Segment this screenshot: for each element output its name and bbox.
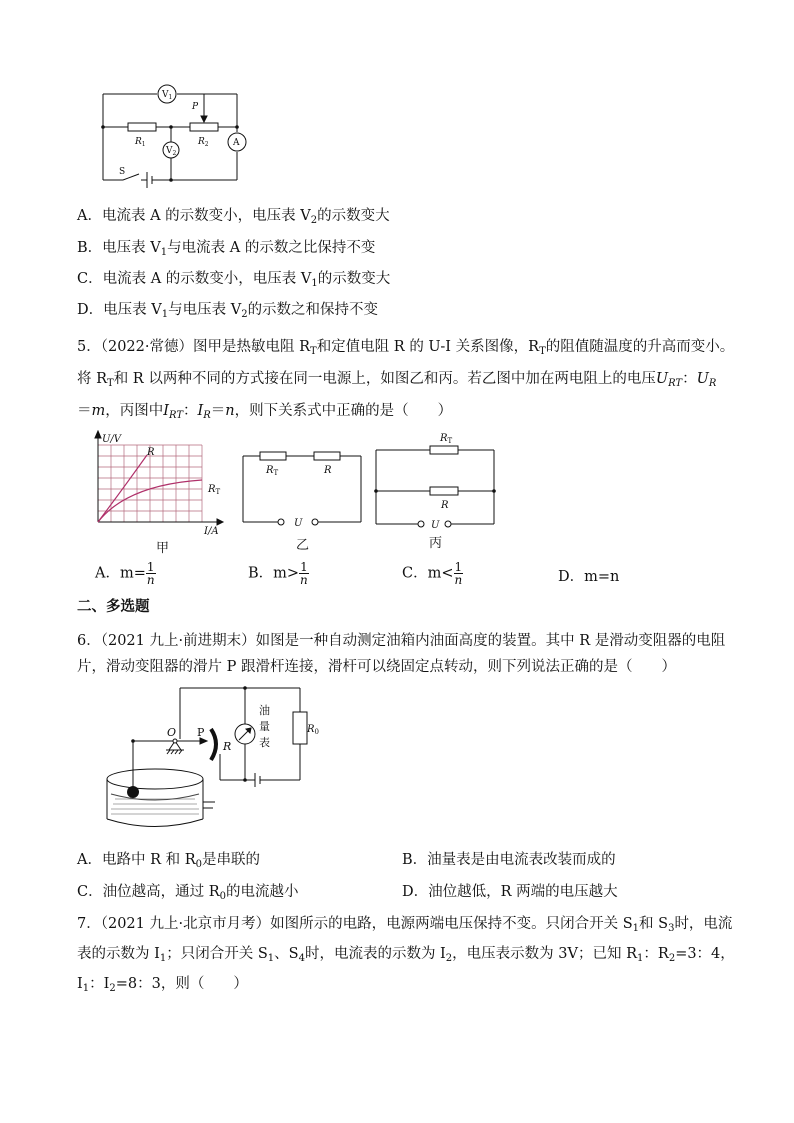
q5-stem-line2: 将 $R_T$和 R 以两种不同的方式接在同一电源上，如图乙和丙。若乙图中加在两电阻上的电压$U_{RT}$：$U_R$ xyxy=(77,371,717,389)
q4-option-b[interactable]: B．电压表 $V_1$与电流表 A 的示数之比保持不变 xyxy=(77,240,376,258)
bing-r-label: R xyxy=(441,500,449,511)
meter-label-char3: 表 xyxy=(259,736,270,749)
q6-stem-line1: 6．（2021 九上·前进期末）如图是一种自动测定油箱内油面高度的装置。其中 R 是滑动变阻器的电阻 xyxy=(77,633,726,649)
q6-option-a[interactable]: A．电路中 R 和 $R_0$是串联的 xyxy=(77,852,261,870)
v1-meter-label: $V_1$ xyxy=(162,90,173,101)
switch-s-label: S xyxy=(119,167,126,177)
q7-stem-line1: 7．（2021 九上·北京市月考）如图所示的电路，电源两端电压保持不变。只闭合开关 $S_1$和 $S_3$时，电流 xyxy=(77,916,733,934)
q6-option-b[interactable]: B．油量表是由电流表改装而成的 xyxy=(402,852,616,868)
q4-option-a[interactable]: A．电流表 A 的示数变小，电压表 $V_2$的示数变大 xyxy=(77,208,390,226)
graph-y-axis-label: U/V xyxy=(102,434,122,445)
q5-circuit-yi xyxy=(240,448,365,553)
q5-circuit-yi-svg xyxy=(240,448,365,530)
r0-label: $R_0$ xyxy=(307,724,319,736)
yi-r-label: R xyxy=(324,465,332,476)
bing-rt-label: $R_T$ xyxy=(440,433,453,445)
caption-yi: 乙 xyxy=(296,538,310,553)
q6-option-d[interactable]: D．油位越低，R 两端的电压越大 xyxy=(402,884,618,900)
q7-stem-line3: $I_1$：$I_2=8$：3，则（ ） xyxy=(77,976,248,994)
resistor-r-label: R xyxy=(223,740,232,753)
q5-option-c[interactable]: C．m< $\frac{1}{n}$ xyxy=(402,560,463,587)
meter-label-char2: 量 xyxy=(259,720,270,733)
q5-option-d[interactable]: D．m=n xyxy=(558,569,620,585)
q5-option-a[interactable]: A．m= $\frac{1}{n}$ xyxy=(95,560,155,587)
graph-rt-curve-label: $R_T$ xyxy=(208,484,221,496)
q5-stem-line1: 5．（2022·常德）图甲是热敏电阻 $R_T$和定值电阻 R 的 U-I 关系图像，$R_T$的阻值随温度的升高而变小。 xyxy=(77,339,735,357)
q5-graph-jia xyxy=(92,430,232,556)
q6-option-c[interactable]: C．油位越高，通过 $R_0$的电流越小 xyxy=(77,884,299,902)
yi-rt-label: $R_T$ xyxy=(266,465,279,477)
q7-stem-line2: 表的示数为 $I_1$；只闭合开关 $S_1$、$S_4$时，电流表的示数为 $I_2$，电压表示数为 3V；已知 $R_1$：$R_2=3$：4， xyxy=(77,946,735,964)
fraction-1-over-n: $\frac{1}{n}$ xyxy=(146,560,155,587)
v2-meter-label: $V_2$ xyxy=(166,146,177,157)
q5-graph-jia-svg xyxy=(92,430,232,550)
meter-label-char1: 油 xyxy=(259,704,270,717)
graph-x-axis-label: I/A xyxy=(204,526,219,537)
pivot-o-label: O xyxy=(167,726,177,739)
q6-fuel-gauge-svg xyxy=(95,684,345,834)
caption-jia: 甲 xyxy=(156,541,170,556)
q4-option-c[interactable]: C．电流表 A 的示数变小，电压表 $V_1$的示数变大 xyxy=(77,271,391,289)
slider-p-label: P xyxy=(197,726,205,739)
slider-p-label: P xyxy=(192,102,199,112)
section-title-multiple-choice: 二、多选题 xyxy=(77,599,150,615)
graph-r-curve-label: R xyxy=(147,447,155,458)
q5-option-b[interactable]: B．m> $\frac{1}{n}$ xyxy=(248,560,308,587)
q5-circuit-bing xyxy=(373,428,498,551)
yi-u-label: U xyxy=(294,518,303,529)
caption-bing: 丙 xyxy=(429,536,443,551)
r2-label: $R_2$ xyxy=(198,137,209,148)
circuit-figure-q4 xyxy=(95,82,255,192)
q5-circuit-bing-svg xyxy=(373,428,498,532)
r1-label: $R_1$ xyxy=(135,137,146,148)
bing-u-label: U xyxy=(431,520,440,531)
q4-option-d[interactable]: D．电压表 $V_1$与电压表 $V_2$的示数之和保持不变 xyxy=(77,302,379,320)
q5-stem-line3: ＝m，丙图中$I_{RT}$：$I_R=n$，则下关系式中正确的是（ ） xyxy=(77,403,453,421)
q6-stem-line2: 片，滑动变阻器的滑片 P 跟滑杆连接，滑杆可以绕固定点转动，则下列说法正确的是（ ） xyxy=(77,659,676,675)
circuit-figure-q4-svg xyxy=(95,82,255,192)
fraction-1-over-n: $\frac{1}{n}$ xyxy=(300,560,308,587)
ammeter-label: A xyxy=(233,138,240,148)
fraction-1-over-n: $\frac{1}{n}$ xyxy=(454,560,463,587)
q6-fuel-gauge-figure xyxy=(95,684,345,834)
